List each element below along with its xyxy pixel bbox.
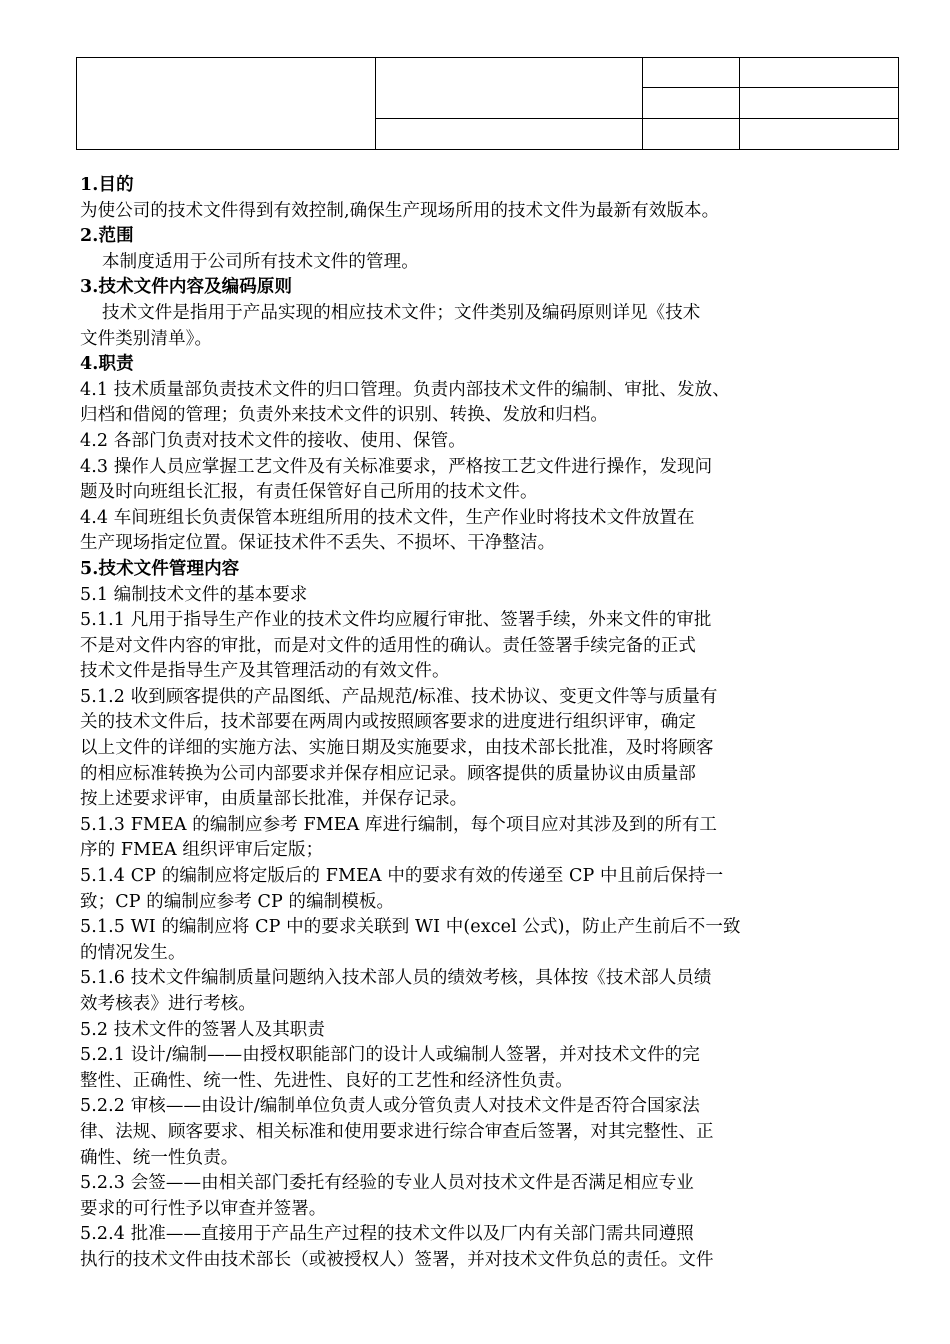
section-heading: 2.范围 xyxy=(80,226,134,247)
body-text-line: 的相应标准转换为公司内部要求并保存相应记录。顾客提供的质量协议由质量部 xyxy=(80,763,696,784)
body-text-line: 4.3 操作人员应掌握工艺文件及有关标准要求，严格按工艺文件进行操作，发现问 xyxy=(80,456,713,477)
body-text-line: 关的技术文件后，技术部要在两周内或按照顾客要求的进度进行组织评审，确定 xyxy=(80,712,696,733)
body-text-line: 5.1.3 FMEA 的编制应参考 FMEA 库进行编制，每个项目应对其涉及到的所有工 xyxy=(80,814,718,835)
body-text-line: 要求的可行性予以审查并签署。 xyxy=(80,1198,327,1219)
body-text-line: 4.2 各部门负责对技术文件的接收、使用、保管。 xyxy=(80,430,466,451)
section-heading: 1.目的 xyxy=(80,175,134,195)
body-text-line: 5.1.5 WI 的编制应将 CP 中的要求关联到 WI 中(excel 公式)，防止产生前后不一致 xyxy=(80,917,741,938)
body-text-line: 4.4 车间班组长负责保管本班组所用的技术文件，生产作业时将技术文件放置在 xyxy=(80,507,695,528)
body-text-line: 技术文件是指用于产品实现的相应技术文件；文件类别及编码原则详见《技术 xyxy=(102,302,701,323)
section-heading: 4.职责 xyxy=(80,354,134,375)
body-text-line: 5.1.2 收到顾客提供的产品图纸、产品规范/标准、技术协议、变更文件等与质量有 xyxy=(80,686,718,707)
body-text-line: 的情况发生。 xyxy=(80,942,186,963)
body-text-line: 执行的技术文件由技术部长（或被授权人）签署，并对技术文件负总的责任。文件 xyxy=(80,1249,714,1270)
header-label-cell xyxy=(643,88,740,119)
body-text-line: 5.2.2 审核——由设计/编制单位负责人或分管负责人对技术文件是否符合国家法 xyxy=(80,1096,700,1117)
body-text-line: 5.1 编制技术文件的基本要求 xyxy=(80,584,308,605)
body-text-line: 5.1.1 凡用于指导生产作业的技术文件均应履行审批、签署手续，外来文件的审批 xyxy=(80,610,712,631)
body-text-line: 为使公司的技术文件得到有效控制,确保生产现场所用的技术文件为最新有效版本。 xyxy=(80,200,720,221)
body-text-line: 按上述要求评审，由质量部长批准，并保存记录。 xyxy=(80,789,468,810)
header-value-cell xyxy=(740,88,899,119)
body-text-line: 致；CP 的编制应参考 CP 的编制模板。 xyxy=(80,891,395,912)
body-text-line: 5.1.4 CP 的编制应将定版后的 FMEA 中的要求有效的传递至 CP 中且前后保持一 xyxy=(80,866,724,887)
body-text-line: 文件类别清单》。 xyxy=(80,328,213,349)
section-heading: 5.技术文件管理内容 xyxy=(80,558,240,579)
body-text-line: 效考核表》进行考核。 xyxy=(80,994,256,1014)
body-text-line: 以上文件的详细的实施方法、实施日期及实施要求，由技术部长批准，及时将顾客 xyxy=(80,738,714,759)
body-text-line: 序的 FMEA 组织评审后定版； xyxy=(80,840,324,861)
header-title-cell xyxy=(376,58,643,119)
header-label-cell xyxy=(643,119,740,150)
document-body xyxy=(80,173,898,1274)
body-text-line: 5.2.1 设计/编制——由授权职能部门的设计人或编制人签署，并对技术文件的完 xyxy=(80,1045,700,1066)
body-text-line: 5.2.3 会签——由相关部门委托有经验的专业人员对技术文件是否满足相应专业 xyxy=(80,1173,694,1194)
body-text-line: 题及时向班组长汇报，有责任保管好自己所用的技术文件。 xyxy=(80,482,538,503)
body-text-line: 确性、统一性负责。 xyxy=(80,1147,239,1168)
body-text-line: 律、法规、顾客要求、相关标准和使用要求进行综合审查后签署，对其完整性、正 xyxy=(80,1121,714,1142)
header-subtitle-cell xyxy=(376,119,643,150)
body-text-line: 5.2 技术文件的签署人及其职责 xyxy=(80,1019,325,1040)
section-heading: 3.技术文件内容及编码原则 xyxy=(80,277,293,298)
body-text-line: 5.2.4 批准——直接用于产品生产过程的技术文件以及厂内有关部门需共同遵照 xyxy=(80,1224,694,1245)
header-value-cell xyxy=(740,119,899,150)
body-text-line: 整性、正确性、统一性、先进性、良好的工艺性和经济性负责。 xyxy=(80,1070,573,1091)
body-text-line: 归档和借阅的管理；负责外来技术文件的识别、转换、发放和归档。 xyxy=(80,405,608,426)
body-text-line: 生产现场指定位置。保证技术件不丢失、不损坏、干净整洁。 xyxy=(80,533,556,554)
header-logo-cell xyxy=(77,58,376,150)
header-value-cell xyxy=(740,58,899,88)
body-text-line: 不是对文件内容的审批，而是对文件的适用性的确认。责任签署手续完备的正式 xyxy=(80,635,696,656)
header-label-cell xyxy=(643,58,740,88)
body-text-line: 4.1 技术质量部负责技术文件的归口管理。负责内部技术文件的编制、审批、发放、 xyxy=(80,379,730,400)
body-text-line: 5.1.6 技术文件编制质量问题纳入技术部人员的绩效考核，具体按《技术部人员绩 xyxy=(80,968,712,989)
body-text-line: 技术文件是指导生产及其管理活动的有效文件。 xyxy=(80,661,450,682)
document-header-table xyxy=(76,57,899,150)
body-text-line: 本制度适用于公司所有技术文件的管理。 xyxy=(102,251,419,272)
